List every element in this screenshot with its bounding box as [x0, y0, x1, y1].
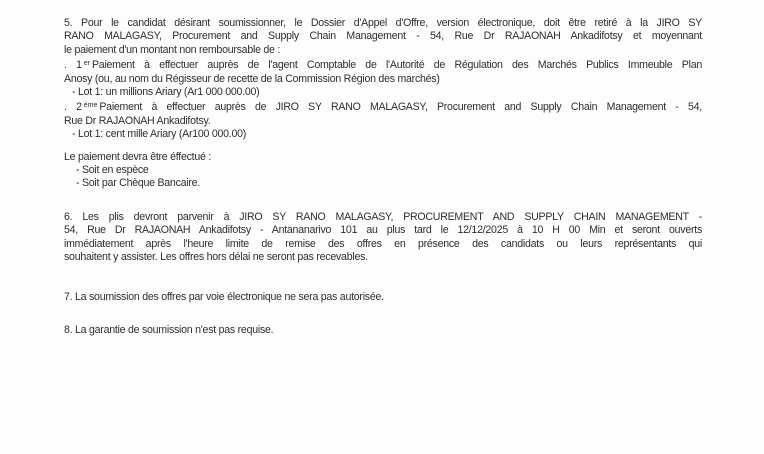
text-line: Rue Dr RAJAONAH Ankadifotsy. — [64, 114, 211, 127]
text-line: immédiatement après l'heure limite de remise des offres en présence des candidats ou leurs représentants qui — [64, 237, 702, 250]
text-line: Le paiement devra être éffectué : — [64, 150, 212, 163]
text-line — [64, 57, 702, 72]
payment-text: Paiement à effectuer auprès de l'agent Comptable de l'Autorité de Régulation des Marchés Publics Immeuble Plan — [91, 59, 702, 72]
text-line — [64, 99, 702, 114]
text-line: 6. Les plis devront parvenir à JIRO SY RANO MALAGASY, PROCUREMENT AND SUPPLY CHAIN MANAGEMENT - — [64, 210, 702, 223]
ordinal-superscript: ème — [83, 102, 98, 110]
text-line: le paiement d'un montant non remboursable de : — [64, 43, 281, 56]
lot-line: - Lot 1: un millions Ariary (Ar1 000 000.00) — [72, 86, 260, 99]
paragraph-item-6 — [64, 211, 702, 265]
text-line: RANO MALAGASY, Procurement and Supply Chain Management - 54, Rue Dr RAJAONAH Ankadifotsy et moyennant — [64, 30, 702, 43]
paragraph-first-payment — [64, 57, 702, 99]
paragraph-item-8 — [64, 324, 702, 337]
document-body — [64, 17, 702, 337]
paragraph-item-7 — [64, 291, 702, 304]
payment-number: . 1 — [64, 59, 82, 72]
paragraph-second-payment — [64, 99, 702, 141]
paragraph-payment-mode — [64, 151, 702, 191]
text-line: 7. La soumission des offres par voie électronique ne sera pas autorisée. — [64, 290, 384, 303]
text-line: 5. Pour le candidat désirant soumissionner, le Dossier d'Appel d'Offre, version électronique, doit être retiré à la JIRO SY — [64, 17, 702, 29]
text-line: Anosy (ou, au nom du Régisseur de recette de la Commission Région des marchés) — [64, 72, 440, 85]
text-line: 8. La garantie de soumission n'est pas requise. — [64, 323, 274, 336]
payment-option: - Soit par Chèque Bancaire. — [76, 177, 200, 190]
paragraph-item-5 — [64, 17, 702, 57]
text-line: souhaitent y assister. Les offres hors délai ne seront pas recevables. — [64, 251, 368, 264]
ordinal-superscript: er — [83, 60, 90, 68]
payment-text: Paiement à effectuer auprès de JIRO SY RANO MALAGASY, Procurement and Supply Chain Management - 54, — [99, 101, 703, 114]
lot-line: - Lot 1: cent mille Ariary (Ar100 000.00) — [72, 128, 247, 141]
text-line: 54, Rue Dr RAJAONAH Ankadifotsy - Antananarivo 101 au plus tard le 12/12/2025 à 10 H 00 Min et seront ouverts — [64, 224, 702, 237]
payment-number: . 2 — [64, 101, 82, 114]
payment-option: - Soit en espèce — [76, 164, 149, 177]
